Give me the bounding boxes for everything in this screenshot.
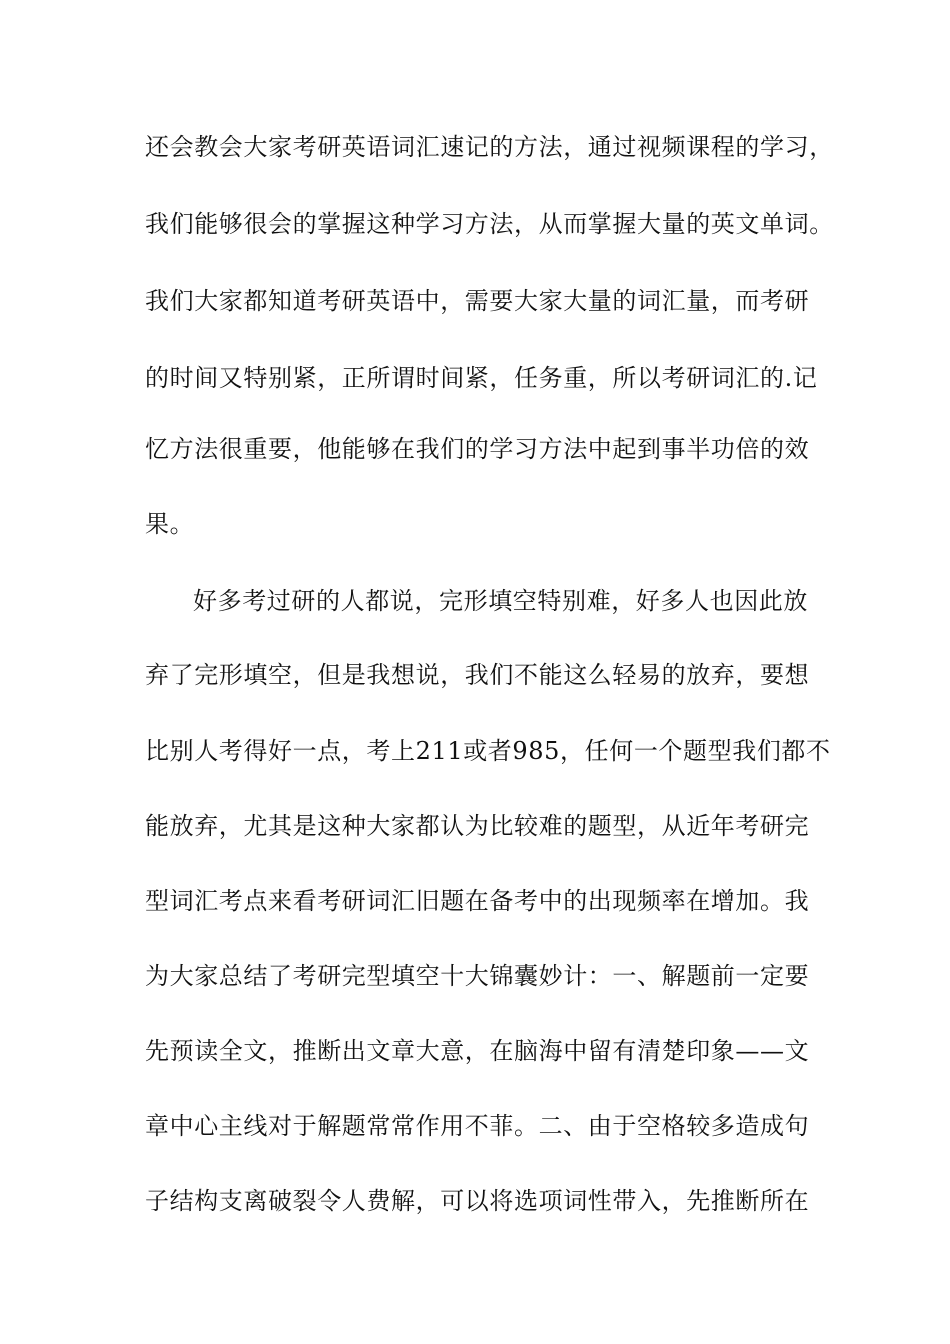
text-line-11: 型词汇考点来看考研词汇旧题在备考中的出现频率在增加。我 xyxy=(145,887,810,915)
text-line-2: 我们能够很会的掌握这种学习方法，从而掌握大量的英文单词。 xyxy=(145,210,834,238)
text-line-9: 比别人考得好一点，考上211或者985，任何一个题型我们都不 xyxy=(145,737,831,765)
text-line-14: 章中心主线对于解题常常作用不菲。二、由于空格较多造成句 xyxy=(145,1112,810,1140)
text-line-15: 子结构支离破裂令人费解，可以将选项词性带入，先推断所在 xyxy=(145,1187,810,1215)
text-line-10: 能放弃，尤其是这种大家都认为比较难的题型，从近年考研完 xyxy=(145,812,810,840)
text-line-5: 忆方法很重要，他能够在我们的学习方法中起到事半功倍的效 xyxy=(145,435,810,463)
text-line-12: 为大家总结了考研完型填空十大锦囊妙计：一、解题前一定要 xyxy=(145,962,810,990)
text-line-1: 还会教会大家考研英语词汇速记的方法，通过视频课程的学习， xyxy=(145,133,834,161)
text-line-8: 弃了完形填空，但是我想说，我们不能这么轻易的放弃，要想 xyxy=(145,661,810,689)
text-line-13: 先预读全文，推断出文章大意，在脑海中留有清楚印象——文 xyxy=(145,1037,810,1065)
text-line-7: 好多考过研的人都说，完形填空特别难，好多人也因此放 xyxy=(193,587,808,615)
text-line-6: 果。 xyxy=(145,510,195,538)
text-line-4: 的时间又特别紧，正所谓时间紧，任务重，所以考研词汇的.记 xyxy=(145,364,818,392)
text-line-3: 我们大家都知道考研英语中，需要大家大量的词汇量，而考研 xyxy=(145,287,810,315)
